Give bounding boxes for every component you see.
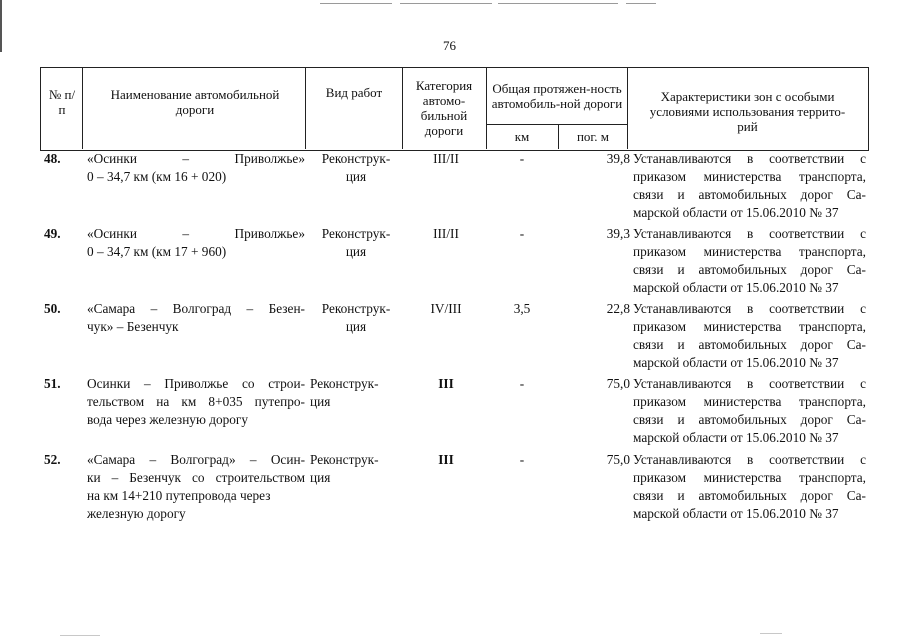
scan-artifact-line [60, 635, 100, 636]
header-divider [627, 67, 628, 149]
zone-note [633, 150, 866, 222]
road-name-line: Осинки – Приволжье со строи- [87, 376, 305, 391]
road-name-line: «Самара – Волгоград» – Осин- [87, 452, 305, 467]
road-name [87, 300, 305, 336]
road-name-line: «Осинки – Приволжье» [87, 226, 305, 241]
zone-note [633, 451, 866, 523]
page-number: 76 [443, 38, 456, 53]
work-type-line: Реконструк- [321, 301, 391, 316]
length-km: - [519, 452, 525, 467]
zone-note-line: марской области от 15.06.2010 № 37 [633, 355, 839, 370]
header-divider [82, 67, 83, 149]
zone-note-line: марской области от 15.06.2010 № 37 [633, 430, 839, 445]
header-divider [402, 67, 403, 149]
zone-note-line: связи и автомобильных дорог Са- [633, 262, 866, 277]
zone-note-line: связи и автомобильных дорог Са- [633, 488, 866, 503]
work-type [310, 150, 402, 186]
header-category: Категория автомо-бильной дороги [415, 78, 473, 138]
header-pm: пог. м [576, 128, 610, 144]
work-type-line: ция [310, 470, 331, 485]
zone-note-line: Устанавливаются в соответствии с [633, 301, 866, 316]
road-name-line: тельством на км 8+035 путепро- [87, 394, 305, 409]
work-type-line: Реконструк- [310, 376, 379, 391]
work-type-line: Реконструк- [310, 452, 379, 467]
road-name-line: железную дорогу [87, 506, 186, 521]
row-number: 52. [44, 452, 61, 467]
header-work: Вид работ [325, 84, 383, 100]
zone-note-line: приказом министерства транспорта, [633, 244, 866, 259]
scan-artifact-line [626, 3, 656, 4]
road-name-line: чук» – Безенчук [87, 319, 179, 334]
row-number: 48. [44, 151, 61, 166]
road-name [87, 451, 305, 523]
zone-note-line: приказом министерства транспорта, [633, 470, 866, 485]
work-type-line: ция [310, 394, 331, 409]
zone-note-line: связи и автомобильных дорог Са- [633, 412, 866, 427]
scan-artifact-line [760, 633, 782, 634]
header-zones: Характеристики зон с особыми условиями использования террито-рий [649, 88, 846, 134]
length-km: - [519, 376, 525, 391]
zone-note-line: приказом министерства транспорта, [633, 394, 866, 409]
work-type [310, 451, 402, 487]
work-type [310, 300, 402, 336]
zone-note-line: Устанавливаются в соответствии с [633, 151, 866, 166]
row-number: 49. [44, 226, 61, 241]
road-name-line: вода через железную дорогу [87, 412, 249, 427]
road-category: IV/III [430, 301, 462, 316]
scan-artifact-line [498, 3, 618, 4]
header-num: № п/п [48, 87, 76, 117]
road-category: III/II [433, 151, 459, 166]
road-name [87, 375, 305, 429]
length-km: - [519, 151, 525, 166]
work-type-line: ция [345, 169, 367, 184]
work-type [310, 225, 402, 261]
road-name-line: 0 – 34,7 км (км 16 + 020) [87, 169, 227, 184]
work-type-line: Реконструк- [321, 226, 391, 241]
zone-note [633, 225, 866, 297]
zone-note-line: связи и автомобильных дорог Са- [633, 187, 866, 202]
length-km: - [519, 226, 525, 241]
road-category: III [438, 376, 454, 391]
zone-note [633, 300, 866, 372]
length-pm: 22,8 [606, 301, 630, 316]
road-name [87, 225, 305, 261]
scan-artifact-line [400, 3, 492, 4]
zone-note-line: Устанавливаются в соответствии с [633, 226, 866, 241]
row-number: 50. [44, 301, 61, 316]
road-name-line: «Осинки – Приволжье» [87, 151, 305, 166]
work-type-line: ция [345, 244, 367, 259]
zone-note-line: Устанавливаются в соответствии с [633, 452, 866, 467]
length-km: 3,5 [513, 301, 531, 316]
road-category: III [438, 452, 454, 467]
zone-note [633, 375, 866, 447]
length-pm: 39,8 [606, 151, 630, 166]
row-number: 51. [44, 376, 61, 391]
header-divider [486, 124, 627, 125]
zone-note-line: марской области от 15.06.2010 № 37 [633, 205, 839, 220]
work-type-line: ция [345, 319, 367, 334]
road-name-line: на км 14+210 путепровода через [87, 488, 271, 503]
road-category: III/II [433, 226, 459, 241]
scan-edge-mark [0, 0, 2, 52]
zone-note-line: марской области от 15.06.2010 № 37 [633, 280, 839, 295]
length-pm: 39,3 [606, 226, 630, 241]
road-name-line: ки – Безенчук со строительством [87, 470, 305, 485]
length-pm: 75,0 [606, 376, 630, 391]
header-name: Наименование автомобильной дороги [110, 87, 280, 117]
zone-note-line: Устанавливаются в соответствии с [633, 376, 866, 391]
scan-artifact-line [320, 3, 392, 4]
zone-note-line: марской области от 15.06.2010 № 37 [633, 506, 839, 521]
zone-note-line: приказом министерства транспорта, [633, 319, 866, 334]
header-km: км [514, 128, 530, 144]
work-type [310, 375, 402, 411]
road-name [87, 150, 305, 186]
length-pm: 75,0 [606, 452, 630, 467]
road-name-line: 0 – 34,7 км (км 17 + 960) [87, 244, 227, 259]
zone-note-line: приказом министерства транспорта, [633, 169, 866, 184]
zone-note-line: связи и автомобильных дорог Са- [633, 337, 866, 352]
header-divider [305, 67, 306, 149]
road-name-line: «Самара – Волгоград – Безен- [87, 301, 305, 316]
header-length: Общая протяжен-ность автомобиль-ной дороги [491, 81, 623, 111]
work-type-line: Реконструк- [321, 151, 391, 166]
